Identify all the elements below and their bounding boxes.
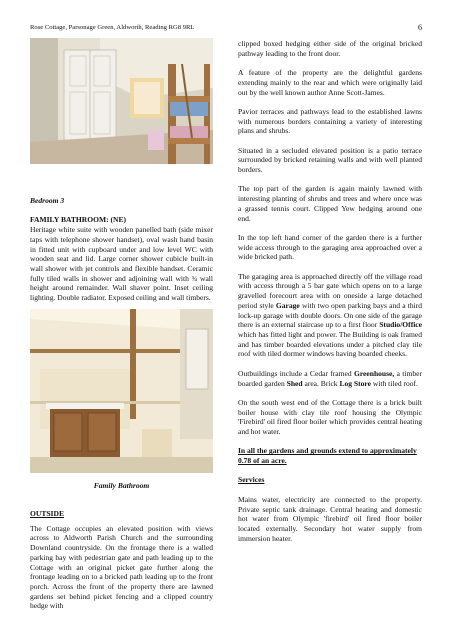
gardens-extent: In all the gardens and grounds extend to approximately 0.78 of an acre. [238,446,417,466]
garden-paragraph-1: clipped boxed hedging either side of the original bricked pathway leading to the front door. [238,39,422,58]
outbuildings-paragraph: Outbuildings include a Cedar framed Greenhouse, a timber boarded garden Shed area. Brick Log Store with tiled roof. [238,368,422,388]
bedroom-3-image [30,38,213,164]
bedroom-3-caption: Bedroom 3 [30,196,65,205]
page-number: 6 [418,23,422,32]
greenhouse-term: Greenhouse, [353,368,395,378]
outside-heading: OUTSIDE [30,509,64,518]
studio-office-term: Studio/Office [379,320,422,330]
log-store-term: Log Store [339,378,371,388]
garden-paragraph-2: A feature of the property are the delightful gardens extending mainly to the rear and which were originally laid out by the well known author Anne Scott-James. [238,68,422,97]
services-heading: Services [238,475,265,485]
left-column-outside [30,509,213,621]
garden-paragraph-5: The top part of the garden is again mainly lawned with interesting planting of shrubs and trees and where once was a grassed tennis court. Clipped Yew hedging around one end. [238,184,422,223]
family-bathroom-image [30,309,213,473]
page-header [30,24,422,31]
services-text: Mains water, electricity are connected to the property. Private septic tank drainage. Central heating and domestic hot water from Olympic 'firebird' oil fired floor boiler located externally. Secondary hot water supply from immersion heater. [238,494,422,543]
header-address: Rose Cottage, Parsonage Green, Aldworth, Reading RG8 9RL [30,24,195,31]
family-bathroom-text: Heritage white suite with wooden panelled bath (side mixer taps with telephone shower handset), oval wash hand basin in fitted unit with cupboard under and low level WC with wooden seat and lid. Large corner shower cubicle built-in wall shower with jet controls and flexible handset. Ceramic fully tiled walls in shower and adjoining wall with ¾ wall height around remainder. Wall shaver point. Inset ceiling lighting. Double radiator. Exposed ceiling and wall timbers. [30,225,213,303]
family-bathroom-caption: Family Bathroom [93,481,150,490]
garage-term: Garage [275,300,300,310]
outside-text: The Cottage occupies an elevated position with views across to Aldworth Parish Church and the surrounding Downland countryside. On the frontage there is a walled parking bay with pedestrian gate and path leading up to the Cottage with an original picket gate further along the frontage leading on to a bricked path leading up to the front porch. Across the front of the property there are lawned gardens set behind picket fencing and a clipped country hedge with [30,523,213,611]
garden-paragraph-3: Pavior terraces and pathways lead to the established lawns with numerous borders containing a variety of interesting plans and shrubs. [238,106,422,136]
family-bathroom-heading: FAMILY BATHROOM: (NE) [30,215,127,225]
left-column [30,196,213,312]
bedroom-3-photo [30,38,213,164]
garden-paragraph-4: Situated in a secluded elevated position is a patio terrace surrounded by bricked retaining walls and with well planted borders. [238,145,422,175]
family-bathroom-photo [30,309,213,473]
shed-term: Shed [286,378,303,388]
boiler-house-paragraph: On the south west end of the Cottage there is a brick built boiler house with clay tile roof housing the Olympic 'Firebird' oil fired floor boiler which provides central heating and hot water. [238,397,422,436]
right-column [238,39,422,553]
garden-paragraph-6: In the top left hand corner of the garden there is a further wide access through to the garaging area approached over a wide bricked path. [238,232,422,262]
garaging-paragraph: The garaging area is approached directly off the village road with access through a 5 bar gate which opens on to a large gravelled forecourt area with on oneside a large detached period style Garage with two open parking bays and a third lock-up garage with double doors. On one side of the garage there is an external staircase up to a first floor Studio/Office which has fitted light and power. The Building is oak framed and has timber boarded elevations under a pitched clay tile roof with tiled dormer windows having boarded cheeks. [238,271,422,359]
